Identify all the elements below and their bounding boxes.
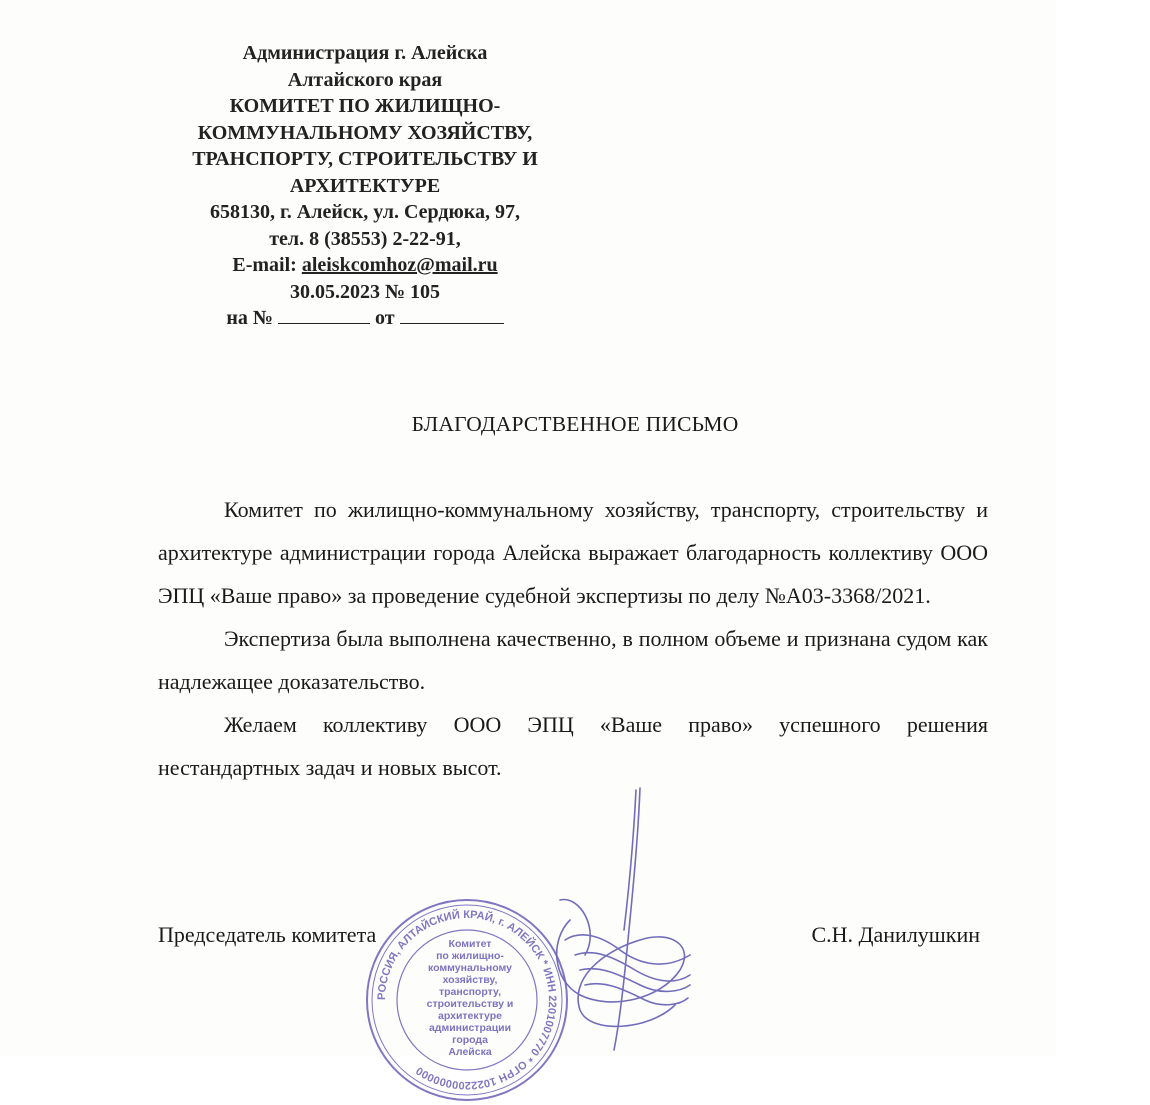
reference-date-blank	[400, 305, 504, 324]
letterhead-address: 658130, г. Алейск, ул. Сердюка, 97,	[209, 201, 521, 223]
stamp-line: по жилищно-	[436, 950, 504, 962]
document-title: БЛАГОДАРСТВЕННОЕ ПИСЬМО	[411, 412, 739, 436]
letterhead	[150, 40, 580, 332]
letterhead-administration: Администрация г. Алейска	[242, 42, 488, 64]
letterhead-committee-line3: ТРАНСПОРТУ, СТРОИТЕЛЬСТВУ И	[192, 148, 538, 170]
stamp-line: строительству и	[426, 998, 514, 1010]
reference-prefix: на №	[226, 307, 274, 329]
body-paragraph: Комитет по жилищно-коммунальному хозяйству, транспорту, строительству и архитектуре администрации города Алейска выражает благодарность коллективу ООО ЭПЦ «Ваше право» за проведение судебной экспертизы по делу №А03-3368/2021.	[158, 497, 988, 608]
stamp-line: транспорту,	[439, 986, 501, 998]
stamp-line: коммунальному	[427, 962, 513, 974]
signer-position: Председатель комитета	[158, 922, 377, 947]
letterhead-committee-line1: КОМИТЕТ ПО ЖИЛИЩНО-	[229, 95, 501, 117]
letterhead-date-number: 30.05.2023 № 105	[289, 280, 441, 303]
stamp-line: администрации	[428, 1022, 512, 1034]
stamp-line: Комитет	[448, 938, 492, 950]
stamp-line: хозяйству,	[442, 974, 498, 986]
letterhead-reference	[150, 305, 580, 332]
stamp-line: Алейска	[448, 1046, 492, 1058]
reference-number-blank	[278, 305, 370, 324]
letterhead-committee-line2: КОММУНАЛЬНОМУ ХОЗЯЙСТВУ,	[197, 121, 533, 144]
letter-body	[158, 488, 988, 789]
letterhead-phone: тел. 8 (38553) 2-22-91,	[269, 227, 461, 250]
stamp-line: архитектуре	[437, 1010, 503, 1022]
stamp-ring-text: РОССИЯ, АЛТАЙСКИЙ КРАЙ, г. АЛЕЙСК * ИНН 2201007770 * ОГРН 1022200000000	[375, 908, 559, 1092]
email-link[interactable]: aleiskcomhoz@mail.ru	[301, 254, 498, 276]
signer-name: С.Н. Данилушкин	[811, 922, 980, 947]
official-stamp	[362, 895, 572, 1105]
letterhead-email-line	[150, 252, 580, 279]
body-paragraph: Желаем коллективу ООО ЭПЦ «Ваше право» успешного решения нестандартных задач и новых высот.	[158, 712, 988, 780]
body-paragraph: Экспертиза была выполнена качественно, в полном объеме и признана судом как надлежащее доказательство.	[158, 626, 988, 694]
stamp-line: города	[452, 1034, 488, 1046]
letterhead-region: Алтайского края	[287, 68, 443, 91]
letterhead-committee-line4: АРХИТЕКТУРЕ	[289, 174, 441, 197]
email-label: E-mail:	[232, 254, 302, 276]
reference-middle: от	[375, 307, 395, 329]
